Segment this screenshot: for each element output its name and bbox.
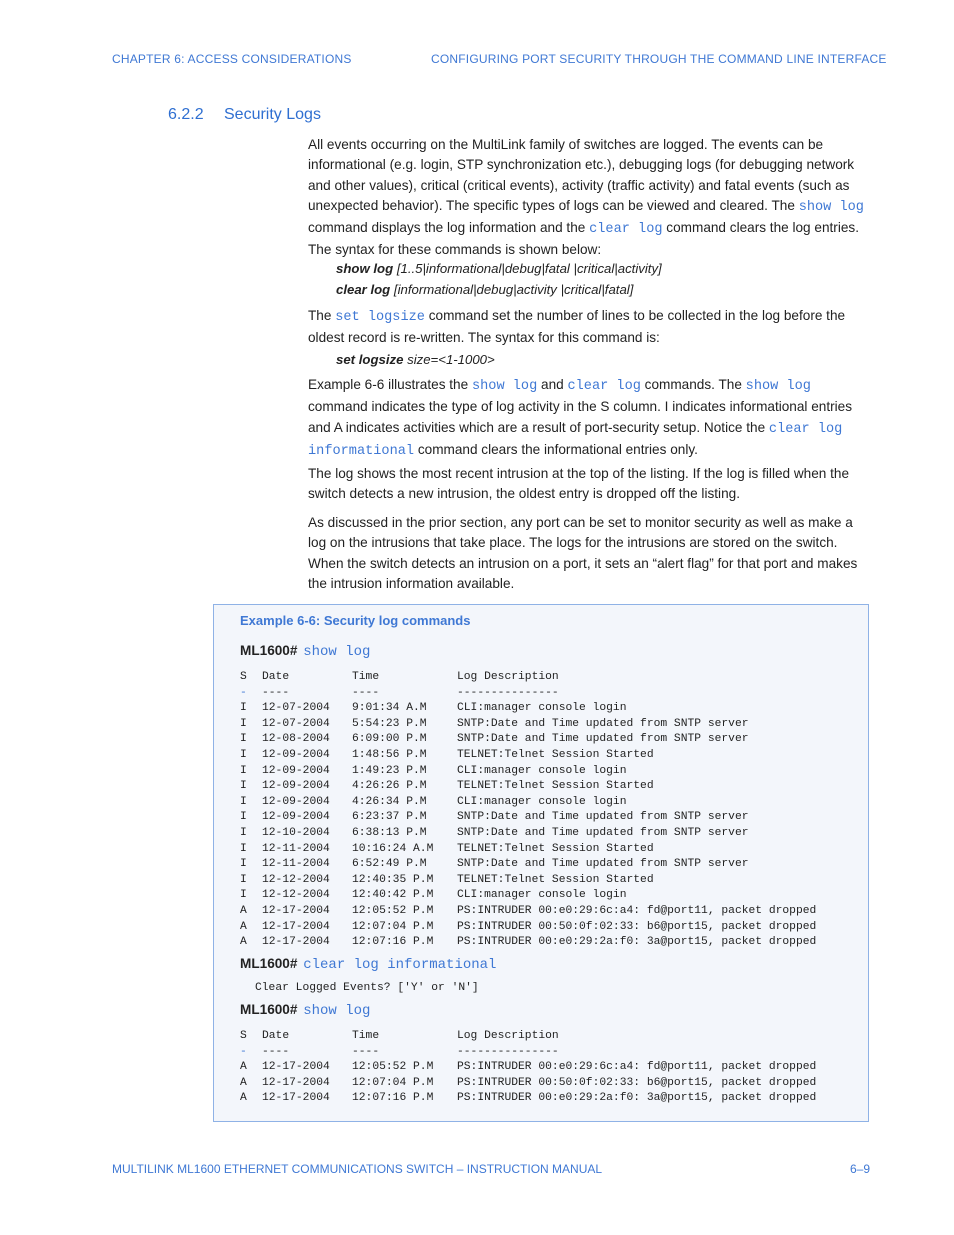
log-col-time: 6:38:13 P.M bbox=[352, 826, 427, 839]
log-col-desc: --------------- bbox=[457, 686, 559, 699]
inline-code: show log bbox=[798, 199, 864, 215]
log-col-time: 1:49:23 P.M bbox=[352, 764, 427, 777]
log-row bbox=[240, 764, 816, 780]
log-col-time: 6:09:00 P.M bbox=[352, 733, 427, 746]
log-col-s: I bbox=[240, 873, 247, 886]
log-col-desc: PS:INTRUDER 00:e0:29:6c:a4: fd@port11, packet dropped bbox=[457, 1061, 817, 1074]
log-row bbox=[240, 857, 816, 873]
text: command indicates the type of log activity in the S column. I indicates informational entries and A indicates activities which are a result of port-security setup. Notice the bbox=[308, 399, 853, 435]
log-col-s: I bbox=[240, 764, 247, 777]
log-row bbox=[240, 904, 816, 920]
log-col-desc: SNTP:Date and Time updated from SNTP server bbox=[457, 858, 749, 871]
text: commands. The bbox=[640, 377, 746, 392]
text: Example 6-6 illustrates the bbox=[308, 377, 472, 392]
log-col-desc: TELNET:Telnet Session Started bbox=[457, 780, 654, 793]
log-col-s: - bbox=[240, 686, 247, 699]
log-col-s: A bbox=[240, 904, 247, 917]
log-col-date: 12-11-2004 bbox=[262, 858, 330, 871]
log-col-date: Date bbox=[262, 671, 290, 683]
log-col-date: 12-17-2004 bbox=[262, 1061, 330, 1074]
log-col-s: - bbox=[240, 1045, 247, 1058]
inline-code: clear log bbox=[567, 379, 641, 394]
inline-code: clear log bbox=[589, 222, 663, 238]
log-col-s: A bbox=[240, 1092, 247, 1105]
text: command displays the log information and the bbox=[308, 220, 590, 236]
paragraph-example-intro bbox=[308, 375, 870, 462]
log-col-s: I bbox=[240, 795, 247, 808]
syntax-args: size=<1-1000> bbox=[403, 352, 495, 367]
log-row bbox=[240, 920, 816, 936]
paragraph-intro bbox=[308, 135, 870, 261]
log-col-date: 12-17-2004 bbox=[262, 1092, 330, 1105]
text: command clears the informational entries only. bbox=[414, 441, 698, 457]
inline-code: clear log informational bbox=[308, 421, 843, 459]
log-col-date: 12-09-2004 bbox=[262, 811, 330, 824]
log-col-date: 12-17-2004 bbox=[262, 920, 330, 933]
log-col-time: 1:48:56 P.M bbox=[352, 748, 427, 761]
log-col-time: 12:05:52 P.M bbox=[352, 1061, 434, 1074]
section-number: 6.2.2 bbox=[168, 106, 204, 123]
log-col-s: I bbox=[240, 717, 247, 730]
syntax-command: show log bbox=[336, 261, 394, 276]
paragraph-intrusion bbox=[308, 513, 870, 594]
log-col-s: A bbox=[240, 936, 247, 949]
syntax-args: [1..5|informational|debug|fatal |critical|activity] bbox=[393, 261, 662, 276]
log-col-s: S bbox=[240, 671, 247, 683]
log-col-time: 12:07:16 P.M bbox=[352, 1092, 434, 1105]
log-row bbox=[240, 935, 816, 951]
log-col-date: 12-12-2004 bbox=[262, 873, 330, 886]
log-col-time: 12:40:35 P.M bbox=[352, 873, 434, 886]
log-col-time: 6:23:37 P.M bbox=[352, 811, 427, 824]
log-col-time: 12:40:42 P.M bbox=[352, 889, 434, 902]
log-row bbox=[240, 732, 816, 748]
text: All events occurring on the MultiLink family of switches are logged. The events can be informational (e.g. login, STP synchronization etc.), debugging logs (for debugging network and other values), critical (critical events), activity (traffic activity) and fatal events (such as unexpected behavior). The specific types of logs can be viewed and cleared. The bbox=[308, 137, 855, 213]
log-row bbox=[240, 748, 816, 764]
log-row bbox=[240, 826, 816, 842]
log-col-s: I bbox=[240, 780, 247, 793]
cli-line-show-log-2 bbox=[240, 1002, 370, 1019]
log-col-desc: CLI:manager console login bbox=[457, 889, 627, 902]
log-row bbox=[240, 873, 816, 889]
cli-command: show log bbox=[303, 644, 371, 660]
log-col-desc: CLI:manager console login bbox=[457, 702, 627, 715]
log-row bbox=[240, 701, 816, 717]
log-col-desc: PS:INTRUDER 00:e0:29:6c:a4: fd@port11, packet dropped bbox=[457, 904, 817, 917]
log-col-time: 4:26:26 P.M bbox=[352, 780, 427, 793]
text: The log shows the most recent intrusion at the top of the listing. If the log is filled when the switch detects a new intrusion, the oldest entry is dropped off the listing. bbox=[308, 466, 850, 502]
log-divider-row bbox=[240, 686, 816, 702]
inline-code: show log bbox=[745, 379, 811, 394]
log-col-desc: Log Description bbox=[457, 671, 559, 683]
inline-code: set logsize bbox=[335, 310, 425, 325]
cli-line-show-log bbox=[240, 643, 370, 660]
page-number: 6–9 bbox=[850, 1162, 871, 1176]
text: The bbox=[308, 308, 336, 323]
section-heading bbox=[168, 106, 321, 124]
cli-prompt: ML1600# bbox=[240, 643, 298, 658]
log-col-date: 12-17-2004 bbox=[262, 1076, 330, 1089]
log-row bbox=[240, 1060, 816, 1076]
cli-confirm-output: Clear Logged Events? ['Y' or 'N'] bbox=[255, 982, 479, 994]
text: command clears the log entries. The syntax for these commands is shown below: bbox=[308, 220, 859, 258]
log-col-date: 12-11-2004 bbox=[262, 842, 330, 855]
section-title: Security Logs bbox=[224, 106, 321, 123]
log-col-time: 6:52:49 P.M bbox=[352, 858, 427, 871]
log-col-desc: CLI:manager console login bbox=[457, 795, 627, 808]
log-col-s: I bbox=[240, 842, 247, 855]
syntax-command: set logsize bbox=[336, 352, 404, 367]
log-col-date: 12-09-2004 bbox=[262, 764, 330, 777]
log-row bbox=[240, 717, 816, 733]
cli-command: show log bbox=[303, 1003, 371, 1019]
log-row bbox=[240, 1076, 816, 1092]
log-row bbox=[240, 1091, 816, 1107]
log-col-s: A bbox=[240, 1061, 247, 1074]
log-col-desc: SNTP:Date and Time updated from SNTP server bbox=[457, 733, 749, 746]
log-row bbox=[240, 842, 816, 858]
text: and bbox=[537, 377, 568, 392]
syntax-command: clear log bbox=[336, 282, 391, 297]
log-col-time: 5:54:23 P.M bbox=[352, 717, 427, 730]
log-col-time: ---- bbox=[352, 1045, 380, 1058]
log-table-filtered bbox=[240, 1029, 816, 1107]
syntax-set-logsize bbox=[336, 350, 495, 370]
log-col-date: 12-09-2004 bbox=[262, 748, 330, 761]
log-col-date: 12-17-2004 bbox=[262, 904, 330, 917]
inline-code: show log bbox=[471, 379, 538, 394]
log-col-desc: TELNET:Telnet Session Started bbox=[457, 873, 654, 886]
log-col-desc: PS:INTRUDER 00:50:0f:02:33: b6@port15, packet dropped bbox=[457, 1076, 817, 1089]
log-col-desc: SNTP:Date and Time updated from SNTP server bbox=[457, 811, 749, 824]
paragraph-logsize bbox=[308, 306, 870, 349]
running-footer-title: MULTILINK ML1600 ETHERNET COMMUNICATIONS SWITCH – INSTRUCTION MANUAL bbox=[112, 1162, 603, 1176]
log-col-time: 4:26:34 P.M bbox=[352, 795, 427, 808]
log-col-time: 12:05:52 P.M bbox=[352, 904, 434, 917]
log-col-time: 9:01:34 A.M bbox=[352, 702, 427, 715]
log-row bbox=[240, 795, 816, 811]
log-row bbox=[240, 810, 816, 826]
log-col-desc: PS:INTRUDER 00:50:0f:02:33: b6@port15, packet dropped bbox=[457, 920, 817, 933]
log-col-desc: TELNET:Telnet Session Started bbox=[457, 842, 654, 855]
cli-command: clear log informational bbox=[303, 957, 497, 973]
log-col-desc: SNTP:Date and Time updated from SNTP server bbox=[457, 826, 749, 839]
log-col-s: I bbox=[240, 748, 247, 761]
text: As discussed in the prior section, any port can be set to monitor security as well as make a log on the intrusions that take place. The logs for the intrusions are stored on the switch. When the switch detects an intrusion on a port, it sets an “alert flag” for that port and makes the intrusion information available. bbox=[308, 515, 858, 591]
running-header-chapter: CHAPTER 6: ACCESS CONSIDERATIONS bbox=[112, 52, 352, 66]
log-col-s: I bbox=[240, 826, 247, 839]
syntax-clear-log bbox=[336, 280, 633, 300]
log-col-time: Time bbox=[352, 1030, 380, 1042]
log-col-date: 12-10-2004 bbox=[262, 826, 330, 839]
example-caption: Example 6-6: Security log commands bbox=[240, 613, 471, 628]
text: command set the number of lines to be collected in the log before the oldest record is re-written. The syntax for this command is: bbox=[308, 308, 846, 346]
log-header-row bbox=[240, 670, 816, 686]
log-col-date: Date bbox=[262, 1030, 290, 1042]
log-col-desc: Log Description bbox=[457, 1030, 559, 1042]
log-col-date: 12-07-2004 bbox=[262, 702, 330, 715]
log-col-s: I bbox=[240, 811, 247, 824]
log-col-time: 12:07:04 P.M bbox=[352, 1076, 434, 1089]
cli-prompt: ML1600# bbox=[240, 1002, 298, 1017]
log-row bbox=[240, 888, 816, 904]
log-col-date: 12-08-2004 bbox=[262, 733, 330, 746]
log-col-s: A bbox=[240, 920, 247, 933]
log-table-full bbox=[240, 670, 816, 951]
log-col-date: 12-09-2004 bbox=[262, 780, 330, 793]
paragraph-log-order bbox=[308, 464, 870, 505]
log-col-desc: SNTP:Date and Time updated from SNTP server bbox=[457, 717, 749, 730]
log-col-s: S bbox=[240, 1030, 247, 1042]
running-header-section: CONFIGURING PORT SECURITY THROUGH THE COMMAND LINE INTERFACE bbox=[431, 52, 887, 66]
log-col-date: ---- bbox=[262, 1045, 290, 1058]
log-col-desc: --------------- bbox=[457, 1045, 559, 1058]
syntax-show-log bbox=[336, 259, 662, 279]
log-col-time: ---- bbox=[352, 686, 380, 699]
log-col-s: A bbox=[240, 1076, 247, 1089]
log-col-desc: CLI:manager console login bbox=[457, 764, 627, 777]
log-col-time: 12:07:16 P.M bbox=[352, 936, 434, 949]
cli-prompt: ML1600# bbox=[240, 956, 298, 971]
log-col-desc: PS:INTRUDER 00:e0:29:2a:f0: 3a@port15, packet dropped bbox=[457, 936, 817, 949]
log-col-desc: PS:INTRUDER 00:e0:29:2a:f0: 3a@port15, packet dropped bbox=[457, 1092, 817, 1105]
log-header-row bbox=[240, 1029, 816, 1045]
log-col-s: I bbox=[240, 858, 247, 871]
log-col-date: 12-07-2004 bbox=[262, 717, 330, 730]
log-col-date: ---- bbox=[262, 686, 290, 699]
log-divider-row bbox=[240, 1045, 816, 1061]
log-col-s: I bbox=[240, 733, 247, 746]
log-col-date: 12-17-2004 bbox=[262, 936, 330, 949]
cli-line-clear-log bbox=[240, 956, 496, 973]
log-col-time: 10:16:24 A.M bbox=[352, 842, 434, 855]
log-col-desc: TELNET:Telnet Session Started bbox=[457, 748, 654, 761]
log-col-s: I bbox=[240, 889, 247, 902]
log-col-date: 12-12-2004 bbox=[262, 889, 330, 902]
log-col-time: 12:07:04 P.M bbox=[352, 920, 434, 933]
syntax-args: [informational|debug|activity |critical|fatal] bbox=[390, 282, 634, 297]
log-row bbox=[240, 779, 816, 795]
log-col-s: I bbox=[240, 702, 247, 715]
log-col-time: Time bbox=[352, 671, 380, 683]
log-col-date: 12-09-2004 bbox=[262, 795, 330, 808]
